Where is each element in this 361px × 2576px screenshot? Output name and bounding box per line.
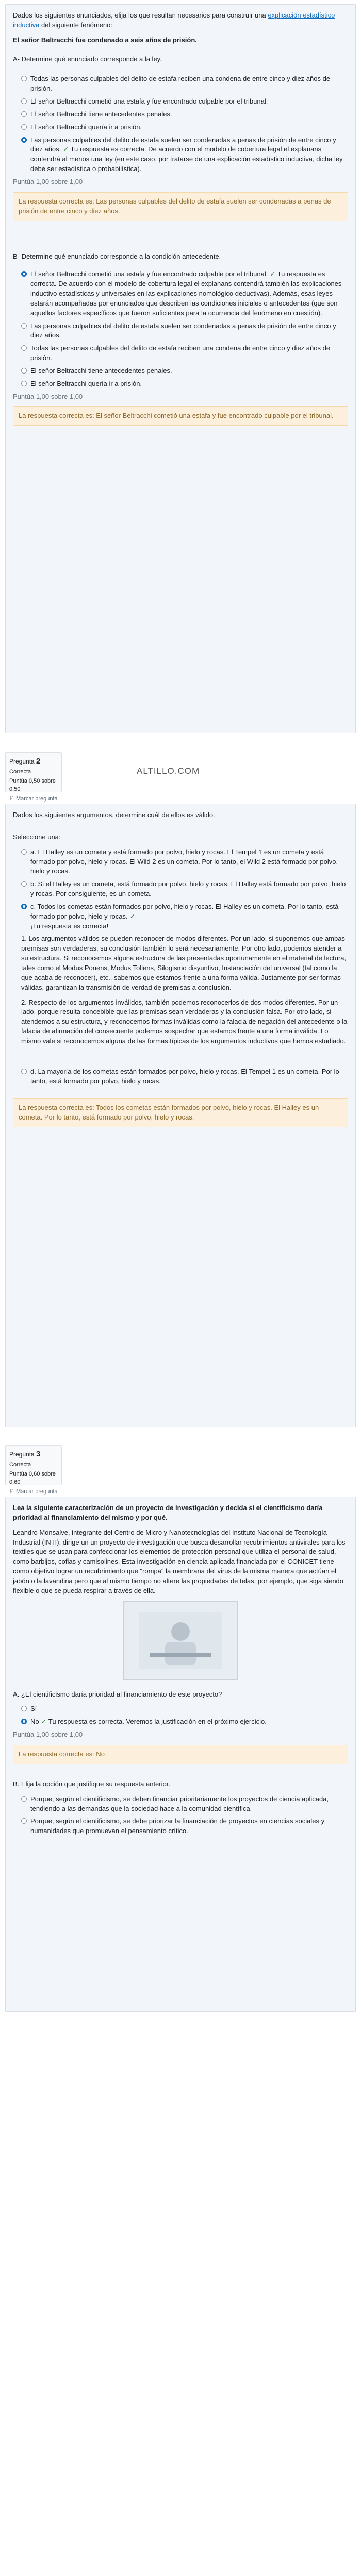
radio-icon[interactable] [21,1796,27,1802]
radio-selected-icon[interactable] [21,271,27,277]
status-text: Correcta [9,768,31,775]
radio-icon[interactable] [21,345,27,351]
question-2-card [5,804,356,1427]
radio-icon[interactable] [21,381,27,386]
q3a-option-no[interactable]: No ✓ Tu respuesta es correcta. Veremos la justificación en el próximo ejercicio. [13,1717,348,1727]
q1a-option-4[interactable]: El señor Beltracchi quería ir a prisión. [13,123,348,132]
q1b-option-4[interactable]: El señor Beltracchi tiene antecedentes penales. [13,366,348,376]
radio-icon[interactable] [21,1706,27,1711]
check-icon: ✓ [270,270,276,278]
question-1-card [5,4,356,733]
check-icon: ✓ [129,912,136,920]
radio-selected-icon[interactable] [21,904,27,909]
q2-option-d[interactable]: d. La mayoría de los cometas están formados por polvo, hielo y rocas. El Tempel 1 es un cometa. Por lo tanto, está formado por polvo, hielo y rocas. [13,1067,348,1087]
explanation-2: 2. Respecto de los argumentos inválidos, también podemos reconocerlos de dos modos diferentes. Por un lado, porque resulta concebible que las premisas sean verdaderas y la conclusión falsa. Por otro lado, si atendemos a su estructura, y reconocemos formas inválidas como la falacia de negación del antecedente o la falacia de afirmación del consecuente podemos sospechar que estamos frente a una forma inválida. Lo mismo vale si reconocemos alguna de las formas típicas de los argumentos inductivos que hemos estudiado. [21,998,348,1045]
q2-option-b[interactable]: b. Si el Halley es un cometa, está formado por polvo, hielo y rocas. El Halley está formado por polvo, hielo y rocas. Por consiguiente, es un cometa. [13,879,348,899]
q1a-option-1[interactable]: Todas las personas culpables del delito de estafa reciben una condena de entre cinco y diez años de prisión. [13,74,348,94]
phenomenon: El señor Beltracchi fue condenado a seis años de prisión. [13,36,197,44]
radio-icon[interactable] [21,76,27,81]
q1a-option-3[interactable]: El señor Beltracchi tiene antecedentes penales. [13,110,348,120]
radio-icon[interactable] [21,368,27,374]
radio-icon[interactable] [21,881,27,887]
select-one-label: Seleccione una: [13,833,61,841]
question-3-info: Pregunta 3 Correcta Puntúa 0,60 sobre 0,60 ⚐ Marcar pregunta [5,1445,62,1485]
part-b-title: B- Determine qué enunciado corresponde a la condición antecedente. [13,252,221,260]
radio-icon[interactable] [21,111,27,117]
q1b-option-1[interactable]: El señor Beltracchi cometió una estafa y fue encontrado culpable por el tribunal. ✓ Tu respuesta es correcta. De acuerdo con el modelo de cobertura legal el explanans contendrá también las explicaciones inductivo estadísticas y universales en las explicaciones nomológico deductivas). Además, esas leyes estarán acompañadas por enunciados que describen las condiciones iniciales o antecedentes (que son aquellos factores específicos que fueron suficientes para la ocurrencia del fenómeno en cuestión). [13,269,348,318]
correct-message: ¡Tu respuesta es correcta! [30,922,109,930]
flag-question-button[interactable]: ⚐ Marcar pregunta [9,1488,58,1495]
check-icon: ✓ [41,1718,47,1726]
radio-selected-icon[interactable] [21,137,27,143]
q1a-grade: Puntúa 1,00 sobre 1,00 [13,177,83,185]
q3-stem: Lea la siguiente caracterización de un proyecto de investigación y decida si el cientificismo daría prioridad al financiamiento del mismo y por qué. [13,1504,323,1521]
flag-question-button[interactable]: ⚐ Marcar pregunta [9,795,58,802]
q1b-option-2[interactable]: Las personas culpables del delito de estafa suelen ser condenadas a penas de prisión de entre cinco y diez años. [13,321,348,341]
radio-icon[interactable] [21,1069,27,1074]
q2-option-a[interactable]: a. El Halley es un cometa y está formado por polvo, hielo y rocas. El Tempel 1 es un cometa y está formado por polvo, hielo y rocas. El Wild 2 es un cometa. Por lo tanto, el Wild 2 está formado por polvo, hielo y rocas. [13,848,348,877]
intro-link[interactable]: explicación estadístico inductiva [13,11,335,29]
q1a-option-2[interactable]: El señor Beltracchi cometió una estafa y fue encontrado culpable por el tribunal. [13,97,348,107]
altillo-logo: ALTILLO.COM [137,766,200,776]
q1a-correct-answer: La respuesta correcta es: Las personas culpables del delito de estafa suelen ser condenadas a penas de prisión de entre cinco y diez años. [13,192,348,221]
q1b-option-3[interactable]: Todas las personas culpables del delito de estafa reciben una condena de entre cinco y diez años de prisión. [13,344,348,363]
q1b-option-5[interactable]: El señor Beltracchi quería ir a prisión. [13,379,348,389]
q1a-option-5[interactable]: Las personas culpables del delito de estafa suelen ser condenadas a penas de prisión de entre cinco y diez años. ✓ Tu respuesta es correcta. De acuerdo con el modelo de cobertura legal el explanans contendrá al menos una ley (en este caso, por tratarse de una explicación estadístico inductiva, dicha ley debe ser estadística o probabilística). [13,135,348,174]
score-text: Puntúa 0,60 sobre 0,60 [9,1470,56,1485]
q1b-correct-answer: La respuesta correcta es: El señor Beltracchi cometió una estafa y fue encontrado culpable por el tribunal. [13,406,348,426]
radio-selected-icon[interactable] [21,1719,27,1724]
question-3-card [5,1497,356,2012]
q3b-option-2[interactable]: Porque, según el cientificismo, se debe priorizar la financiación de proyectos en ciencias sociales y humanidades que promuevan el pensamiento crítico. [13,1817,348,1836]
q3-part-b-title: B. Elija la opción que justifique su respuesta anterior. [13,1780,170,1788]
status-text: Correcta [9,1461,31,1468]
q2-correct-answer: La respuesta correcta es: Todos los cometas están formados por polvo, hielo y rocas. El Halley es un cometa. Por lo tanto, está formado por polvo, hielo y rocas. [13,1098,348,1127]
q3a-option-si[interactable]: Sí [13,1704,348,1714]
q1b-grade: Puntúa 1,00 sobre 1,00 [13,392,83,400]
lab-photo-icon [139,1612,222,1669]
q3b-option-1[interactable]: Porque, según el cientificismo, se deben financiar prioritariamente los proyectos de ciencia aplicada, tendiendo a las demandas que la sociedad hace a la comunidad científica. [13,1794,348,1814]
question-2-info: Pregunta 2 Correcta Puntúa 0,50 sobre 0,50 ⚐ Marcar pregunta [5,752,62,792]
radio-icon[interactable] [21,323,27,329]
q2-stem: Dados los siguientes argumentos, determine cuál de ellos es válido. [13,811,215,819]
q2-option-c[interactable]: c. Todos los cometas están formados por polvo, hielo y rocas. El Halley es un cometa. Por lo tanto, está formado por polvo, hielo y rocas. ✓ ¡Tu respuesta es correcta! [13,902,348,931]
q3a-grade: Puntúa 1,00 sobre 1,00 [13,1731,83,1739]
radio-icon[interactable] [21,1818,27,1824]
score-text: Puntúa 0,50 sobre 0,50 [9,777,56,792]
check-icon: ✓ [63,145,69,154]
explanation-1: 1. Los argumentos válidos se pueden reconocer de modos diferentes. Por un lado, si suponemos que ambas premisas son verdaderas, su conclusión también lo será necesariamente. Por otro lado, podemos atender a su estructura. Si reconocemos alguna estructura de las presentadas oportunamente en el material de lectura, tales como el Modus Ponens, Modus Tollens, Silogismo disyuntivo, Instanciación del universal (tal como la que acaba de reconocer), etc., sabemos que estamos frente a una forma válida. Justamente por ser formas válidas, garantizan la transmisión de verdad de premisas a conclusión. [21,935,347,991]
q3-paragraph: Leandro Monsalve, integrante del Centro de Micro y Nanotecnologías del Instituto Nacional de Tecnología Industrial (INTI), dirige un un proyecto de investigación que busca desarrollar recubrimientos antivirales para los textiles que se usan para confeccionar los elementos de protección personal que utiliza el personal de salud, como barbijos, cofias y camisolines. Esta investigación en ciencia aplicada financiada por el CONICET tiene como objetivo lograr un recubrimiento que "rompa" la membrana del virus de la misma manera que actúan el jabón o la lavandina pero que al mismo tiempo no altere las propiedades de telas, por ejemplo, que siga siendo flexible o que se pueda respirar a través de ella. [13,1528,346,1595]
question-1-intro: Dados los siguientes enunciados, elija los que resultan necesarios para construir una explicación estadístico inductiva del siguiente fenómeno: [13,11,335,29]
q3a-correct-answer: La respuesta correcta es: No [13,1745,348,1764]
flag-icon: ⚐ [9,795,14,802]
radio-icon[interactable] [21,849,27,855]
radio-icon[interactable] [21,98,27,104]
research-photo [123,1601,238,1680]
q3-part-a-title: A. ¿El cientificismo daría prioridad al financiamiento de este proyecto? [13,1690,222,1698]
flag-icon: ⚐ [9,1488,14,1495]
part-a-title: A- Determine qué enunciado corresponde a la ley. [13,55,162,63]
radio-icon[interactable] [21,124,27,130]
